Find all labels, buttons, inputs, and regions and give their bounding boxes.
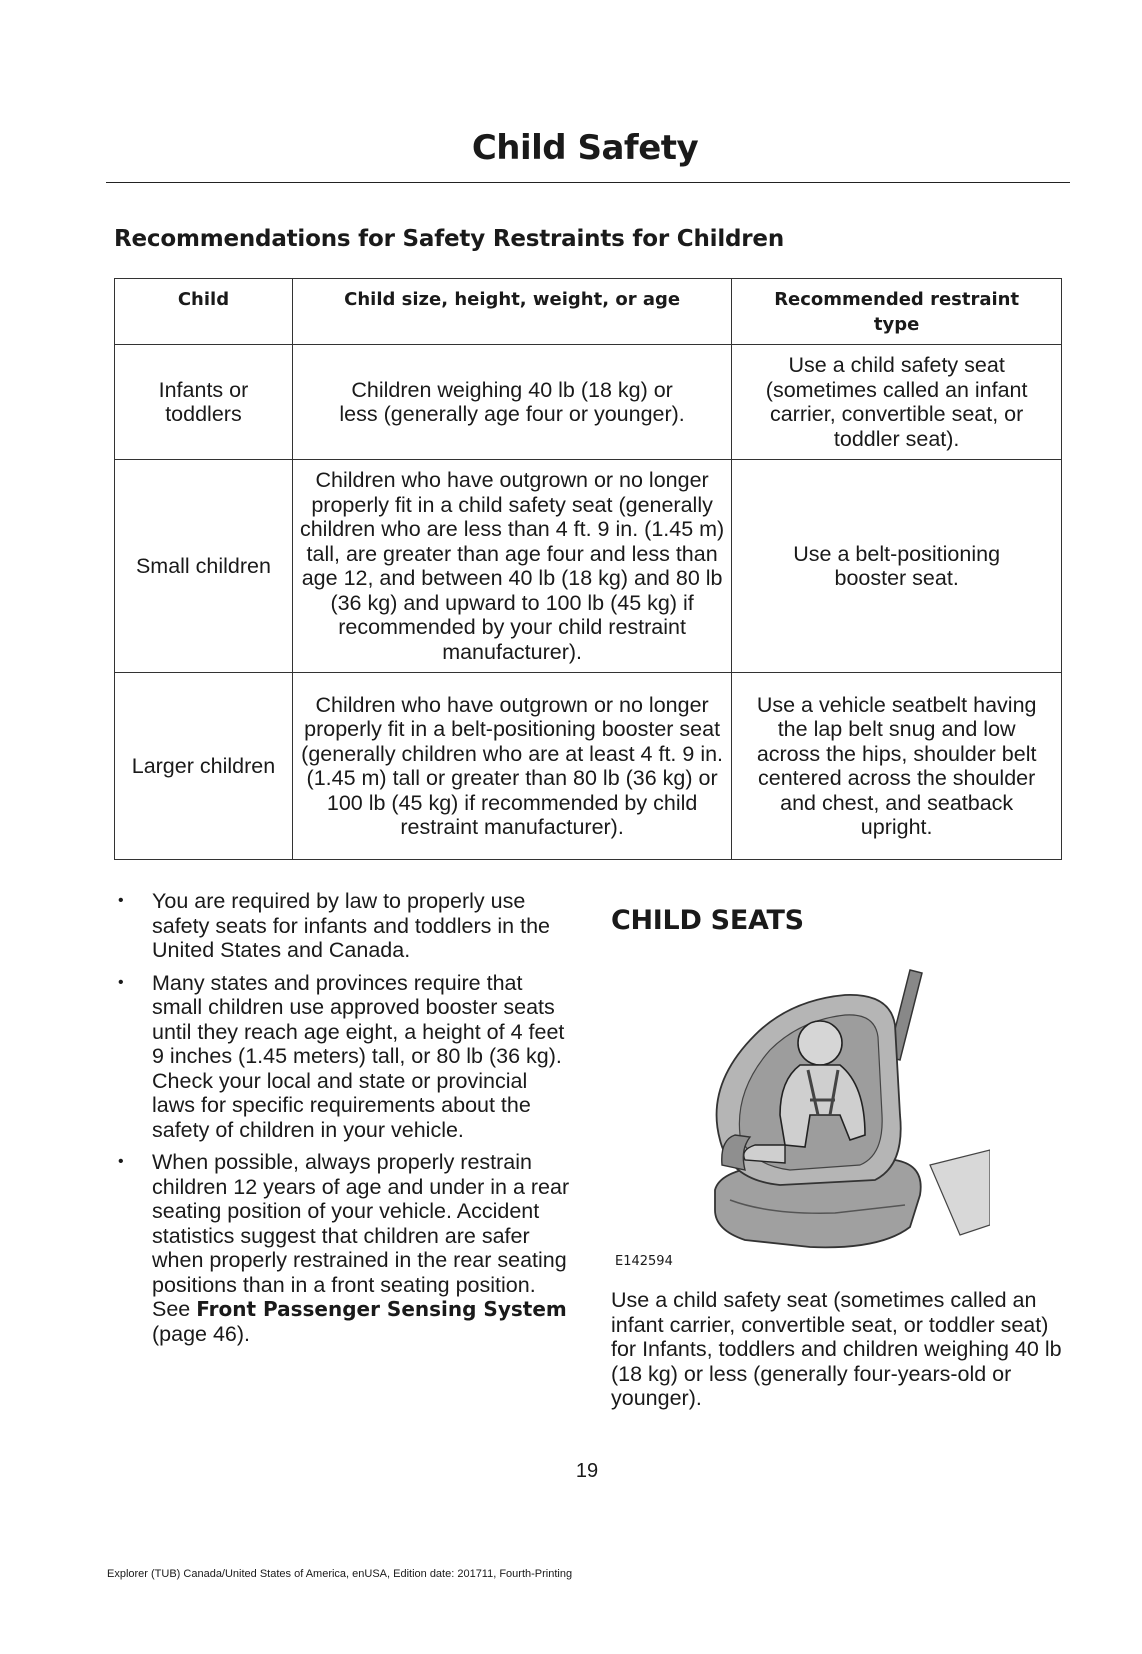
table-cell: Use a belt-positioning booster seat.	[732, 460, 1062, 673]
list-item-text: You are required by law to properly use safety seats for infants and toddlers in the United States and Canada.	[152, 889, 550, 962]
column-header: Child	[115, 279, 293, 345]
section-title: Recommendations for Safety Restraints for Children	[114, 226, 784, 252]
table-cell: Children weighing 40 lb (18 kg) or less (generally age four or younger).	[292, 345, 731, 460]
child-seats-heading: CHILD SEATS	[611, 905, 804, 936]
title-divider	[106, 182, 1070, 183]
list-item	[116, 889, 576, 963]
page-number: 19	[575, 1460, 599, 1482]
restraint-table	[114, 278, 1062, 860]
list-item-text: Many states and provinces require that small children use approved booster seats until they reach age eight, a height of 4 feet 9 inches (1.45 meters) tall, or 80 lb (36 kg). Check your local and state or provincial laws for specific requirements about the safety of children in your vehicle.	[152, 970, 565, 1142]
table-row	[115, 673, 1062, 860]
cross-reference-link[interactable]: Front Passenger Sensing System	[196, 1297, 567, 1321]
bullet-icon: •	[118, 973, 124, 991]
child-seat-illustration	[660, 965, 990, 1255]
table-row	[115, 460, 1062, 673]
column-header: Recommended restraint type	[732, 279, 1062, 345]
image-code: E142594	[615, 1254, 673, 1269]
bullet-list	[116, 889, 576, 1354]
table-cell: Larger children	[115, 673, 293, 860]
list-item	[116, 971, 576, 1143]
table-cell: Children who have outgrown or no longer properly fit in a belt-positioning booster seat (generally children who are at least 4 ft. 9 in. (1.45 m) tall or greater than 80 lb (36 kg) or 100 lb (45 kg) if recommended by child restraint manufacturer).	[292, 673, 731, 860]
table-cell: Children who have outgrown or no longer properly fit in a child safety seat (generally children who are less than 4 ft. 9 in. (1.45 m) tall, are greater than age four and less than age 12, and between 40 lb (18 kg) and 80 lb (36 kg) and upward to 100 lb (45 kg) if recommended by your child restraint manufacturer).	[292, 460, 731, 673]
column-header: Child size, height, weight, or age	[292, 279, 731, 345]
page-title: Child Safety	[471, 128, 699, 168]
bullet-icon: •	[118, 1153, 124, 1170]
table-cell: Use a vehicle seatbelt having the lap belt snug and low across the hips, shoulder belt centered across the shoulder and chest, and seatback upright.	[732, 673, 1062, 860]
table-cell: Use a child safety seat (sometimes called an infant carrier, convertible seat, or toddler seat).	[732, 345, 1062, 460]
table-header-row	[115, 279, 1062, 345]
bullet-icon: •	[118, 892, 124, 909]
child-seats-body: Use a child safety seat (sometimes called an infant carrier, convertible seat, or toddler seat) for Infants, toddlers and children weighing 40 lb (18 kg) or less (generally four-years-old or younger).	[611, 1288, 1062, 1410]
list-item	[116, 1150, 576, 1346]
list-item-text: When possible, always properly restrain children 12 years of age and under in a rear seating position of your vehicle. Accident statistics suggest that children are safer when properly restrained in the rear seating positions than in a front seating position. See	[152, 1150, 570, 1321]
table-row	[115, 345, 1062, 460]
table-cell: Infants or toddlers	[115, 345, 293, 460]
table-cell: Small children	[115, 460, 293, 673]
page-reference: (page 46).	[152, 1321, 251, 1346]
footer: Explorer (TUB) Canada/United States of America, enUSA, Edition date: 201711, Fourth-Printing	[107, 1568, 573, 1580]
